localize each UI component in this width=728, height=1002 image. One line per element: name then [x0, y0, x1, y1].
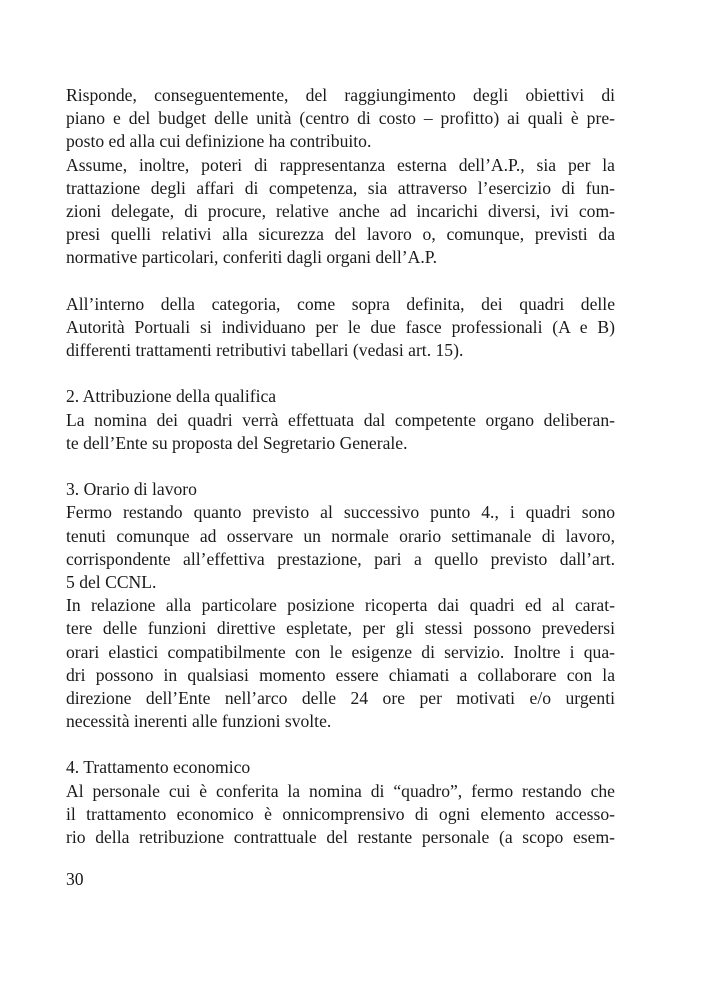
text-line: Assume, inoltre, poteri di rappresentanza esterna dell’A.P., sia per la: [66, 154, 615, 175]
text-line: Risponde, conseguentemente, del raggiungimento degli obiettivi di: [66, 85, 615, 105]
text-line: 5 del CCNL.: [66, 571, 157, 592]
text-line: trattazione degli affari di competenza, sia attraverso l’esercizio di fun-: [66, 177, 615, 198]
text-line: necessità inerenti alle funzioni svolte.: [66, 711, 332, 732]
text-line: posto ed alla cui definizione ha contribuito.: [66, 131, 372, 152]
text-line: 3. Orario di lavoro: [66, 479, 197, 500]
paragraph: [66, 154, 615, 270]
paragraph-gap: [66, 270, 615, 293]
text-line: La nomina dei quadri verrà effettuata dal competente organo deliberan-: [66, 409, 615, 430]
paragraph-gap: [66, 733, 615, 756]
text-line: Al personale cui è conferita la nomina di “quadro”, fermo restando che: [66, 780, 615, 801]
text-line: Autorità Portuali si individuano per le due fasce professionali (A e B): [66, 316, 615, 337]
text-line: tere delle funzioni direttive espletate, per gli stessi possono prevedersi: [66, 618, 615, 639]
text-line: 2. Attribuzione della qualifica: [66, 386, 277, 407]
document-body: [66, 84, 615, 849]
text-line: normative particolari, conferiti dagli organi dell’A.P.: [66, 247, 437, 268]
paragraph: [66, 478, 615, 594]
text-line: rio della retribuzione contrattuale del restante personale (a scopo esem-: [66, 827, 615, 847]
paragraph: [66, 594, 615, 733]
text-line: corrispondente all’effettiva prestazione, pari a quello previsto dall’art.: [66, 548, 615, 569]
text-line: piano e del budget delle unità (centro di costo – profitto) ai quali è pre-: [66, 108, 615, 129]
paragraph-gap: [66, 455, 615, 478]
text-line: direzione dell’Ente nell’arco delle 24 ore per motivati e/o urgenti: [66, 687, 615, 708]
page-number: 30: [66, 869, 84, 889]
paragraph-gap: [66, 362, 615, 385]
text-line: zioni delegate, di procure, relative anche ad incarichi diversi, ivi com-: [66, 200, 615, 221]
text-line: te dell’Ente su proposta del Segretario Generale.: [66, 432, 408, 453]
text-line: dri possono in qualsiasi momento essere chiamati a collaborare con la: [66, 664, 615, 685]
text-line: orari elastici compatibilmente con le esigenze di servizio. Inoltre i qua-: [66, 641, 615, 662]
paragraph: [66, 84, 615, 154]
paragraph: [66, 385, 615, 455]
text-line: In relazione alla particolare posizione ricoperta dai quadri ed al carat-: [66, 595, 615, 616]
text-line: All’interno della categoria, come sopra definita, dei quadri delle: [66, 293, 615, 314]
paragraph: [66, 756, 615, 849]
text-line: 4. Trattamento economico: [66, 757, 251, 778]
text-line: Fermo restando quanto previsto al successivo punto 4., i quadri sono: [66, 502, 615, 523]
paragraph: [66, 293, 615, 363]
text-line: il trattamento economico è onnicomprensivo di ogni elemento accesso-: [66, 803, 615, 824]
text-line: presi quelli relativi alla sicurezza del lavoro o, comunque, previsti da: [66, 224, 615, 245]
text-line: differenti trattamenti retributivi tabellari (vedasi art. 15).: [66, 340, 464, 361]
text-line: tenuti comunque ad osservare un normale orario settimanale di lavoro,: [66, 525, 615, 546]
